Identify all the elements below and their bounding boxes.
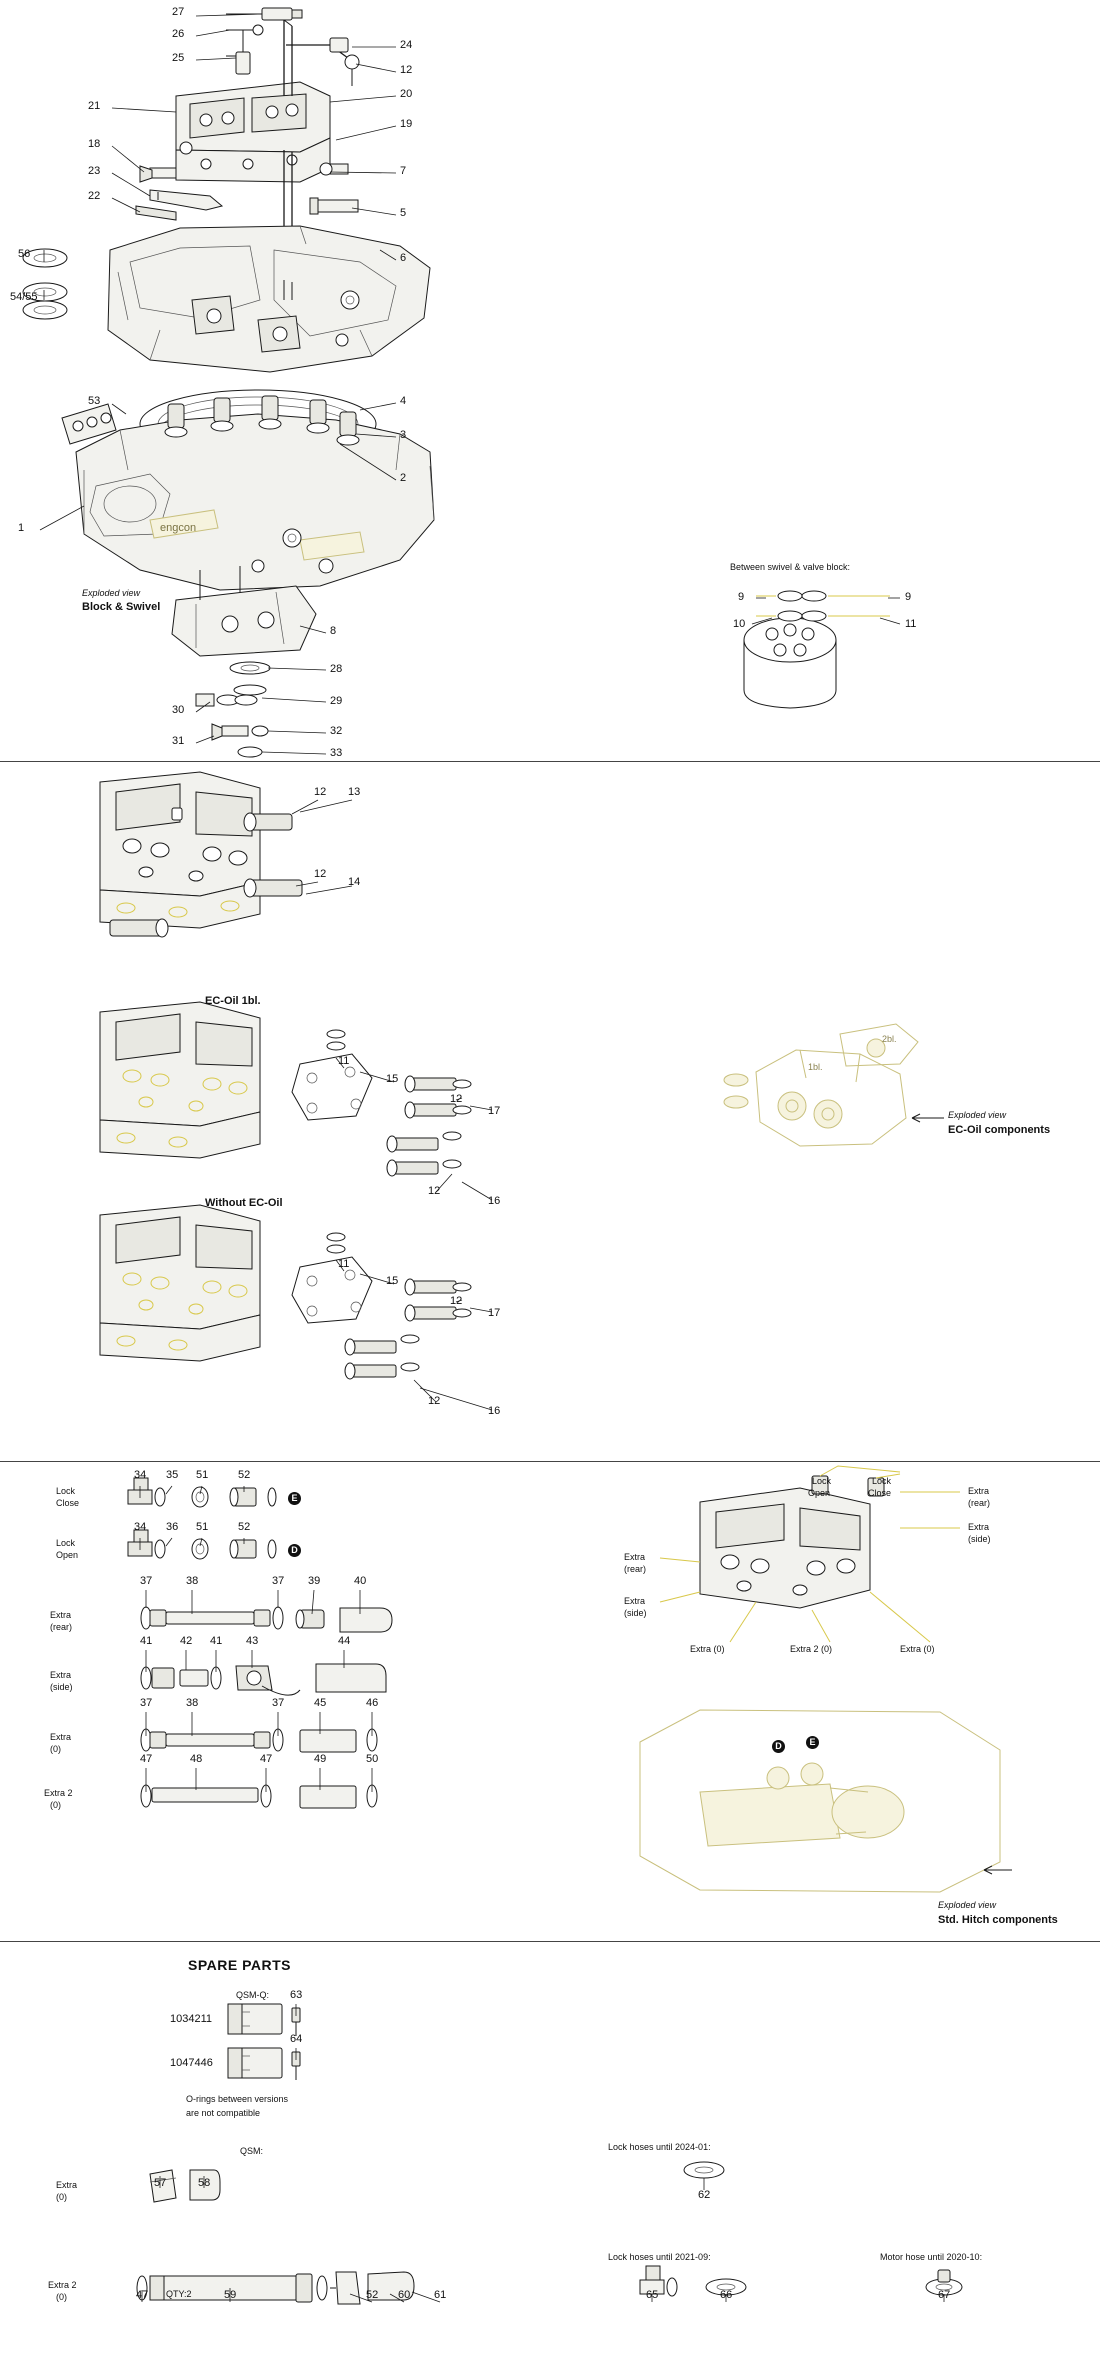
callout-8: 8	[330, 625, 337, 637]
extra-rear-label-1: Extra	[50, 1610, 72, 1620]
ec-oil-exploded-view-label: Exploded view	[948, 1110, 1007, 1120]
marker-e-left: E	[288, 1492, 301, 1505]
callout-28: 28	[330, 663, 343, 675]
callout-31: 31	[172, 735, 185, 747]
callout-40: 40	[354, 1575, 367, 1587]
callout-24: 24	[400, 39, 413, 51]
extra-0-right-label-2: Extra (0)	[900, 1644, 935, 1654]
section2-drawing	[0, 762, 1100, 1462]
swivel-callout-11: 11	[905, 618, 917, 630]
callout-2: 2	[400, 472, 407, 484]
callout-41a: 41	[140, 1635, 153, 1647]
callout-36: 36	[166, 1521, 179, 1533]
oring-note-line2: are not compatible	[186, 2108, 261, 2118]
callout-12b: 12	[314, 786, 327, 798]
callout-12d: 12	[450, 1093, 463, 1105]
lock-close-label-2: Close	[56, 1498, 80, 1508]
callout-7: 7	[400, 165, 407, 177]
callout-49: 49	[314, 1753, 327, 1765]
callout-59: 59	[224, 2289, 237, 2301]
callout-60: 60	[398, 2289, 411, 2301]
lock-close-label-1: Lock	[56, 1486, 76, 1496]
section-spare-parts	[0, 1942, 1100, 2380]
callout-51b: 51	[196, 1521, 209, 1533]
note-lock-hoses-2021: Lock hoses until 2021-09:	[608, 2252, 711, 2262]
callout-45: 45	[314, 1697, 327, 1709]
callout-17b: 17	[488, 1307, 501, 1319]
extra-0-right-label: Extra (0)	[690, 1644, 725, 1654]
exploded-view-label: Exploded view	[82, 588, 141, 598]
label-1bl: 1bl.	[808, 1062, 823, 1072]
callout-15a: 15	[386, 1073, 399, 1085]
callout-15b: 15	[386, 1275, 399, 1287]
spare-extra2-label-2: (0)	[56, 2292, 67, 2302]
svg-text:engcon: engcon	[160, 522, 197, 534]
marker-d-left: D	[288, 1544, 301, 1557]
callout-30: 30	[172, 704, 185, 716]
callout-34b: 34	[134, 1521, 147, 1533]
callout-51a: 51	[196, 1469, 209, 1481]
callout-4: 4	[400, 395, 407, 407]
callout-43: 43	[246, 1635, 259, 1647]
section4-drawing	[0, 1942, 1100, 2380]
qsm-label: QSM:	[240, 2146, 264, 2156]
callout-19: 19	[400, 118, 413, 130]
section-valve-blocks	[0, 762, 1100, 1462]
callout-50: 50	[366, 1753, 379, 1765]
callout-33: 33	[330, 747, 343, 759]
callout-29: 29	[330, 695, 343, 707]
section1-drawing	[0, 0, 1100, 762]
callout-27: 27	[172, 6, 185, 18]
note-lock-hoses-2024: Lock hoses until 2024-01:	[608, 2142, 711, 2152]
callout-61: 61	[434, 2289, 447, 2301]
callout-18: 18	[88, 138, 101, 150]
callout-47c: 47	[136, 2289, 149, 2301]
section3-drawing	[0, 1462, 1100, 1942]
callout-37b: 37	[272, 1575, 285, 1587]
swivel-note: Between swivel & valve block:	[730, 562, 851, 572]
callout-5: 5	[400, 207, 407, 219]
extra-rear-label-2: (rear)	[50, 1622, 72, 1632]
callout-54-55: 54/55	[10, 291, 38, 303]
callout-11b: 11	[338, 1258, 350, 1270]
spare-code-1034211-pos: 1034211	[170, 2013, 213, 2025]
callout-34a: 34	[134, 1469, 147, 1481]
callout-52c: 52	[366, 2289, 379, 2301]
label-ec-oil-1bl: EC-Oil 1bl.	[205, 995, 261, 1007]
callout-11a: 11	[338, 1055, 350, 1067]
label-without-ec-oil: Without EC-Oil	[205, 1197, 283, 1209]
spare-extra-label-2: (0)	[56, 2192, 67, 2202]
callout-32: 32	[330, 725, 343, 737]
callout-56: 56	[18, 248, 31, 260]
callout-16a: 16	[488, 1195, 501, 1207]
callout-48: 48	[190, 1753, 203, 1765]
callout-52a: 52	[238, 1469, 251, 1481]
ec-oil-components-label: EC-Oil components	[948, 1124, 1051, 1136]
spare-extra-label-1: Extra	[56, 2180, 78, 2190]
marker-d-hitch: D	[772, 1740, 785, 1753]
qsm-q-label: QSM-Q:	[236, 1990, 269, 2000]
right-extra-rear-2: (rear)	[968, 1498, 990, 1508]
spare-code-1047446-pos: 1047446	[170, 2057, 213, 2069]
right-extra-side-2: (side)	[968, 1534, 991, 1544]
callout-12e: 12	[428, 1185, 441, 1197]
extra-0-label-2: (0)	[50, 1744, 61, 1754]
callout-16b: 16	[488, 1405, 501, 1417]
extra-2-0-label-2: (0)	[50, 1800, 61, 1810]
callout-12f: 12	[450, 1295, 463, 1307]
extra-2-0-label-1: Extra 2	[44, 1788, 73, 1798]
callout-46: 46	[366, 1697, 379, 1709]
left-extra-rear-2: (rear)	[624, 1564, 646, 1574]
swivel-callout-10: 10	[733, 618, 746, 630]
callout-13: 13	[348, 786, 361, 798]
callout-38a: 38	[186, 1575, 199, 1587]
hitch-components-label: Std. Hitch components	[938, 1914, 1058, 1926]
callout-21: 21	[88, 100, 101, 112]
extra-2-0-right-label: Extra 2 (0)	[790, 1644, 833, 1654]
lock-open-label-1: Lock	[56, 1538, 76, 1548]
callout-37d: 37	[272, 1697, 285, 1709]
section-block-swivel	[0, 0, 1100, 762]
lock-open-label-2: Open	[56, 1550, 79, 1560]
block-swivel-label: Block & Swivel	[82, 601, 161, 613]
callout-35: 35	[166, 1469, 179, 1481]
marker-e-hitch: E	[806, 1736, 819, 1749]
callout-26: 26	[172, 28, 185, 40]
callout-20: 20	[400, 88, 413, 100]
callout-57: 57	[154, 2177, 167, 2189]
right-extra-rear-1: Extra	[968, 1486, 990, 1496]
right-lock-close-1: Lock	[872, 1476, 892, 1486]
swivel-callout-9a: 9	[738, 591, 745, 603]
callout-42: 42	[180, 1635, 193, 1647]
note-motor-hose-2020: Motor hose until 2020-10:	[880, 2252, 983, 2262]
callout-64: 64	[290, 2033, 303, 2045]
oring-note-line1: O-rings between versions	[186, 2094, 289, 2104]
callout-58: 58	[198, 2177, 211, 2189]
left-extra-side-2: (side)	[624, 1608, 647, 1618]
callout-22: 22	[88, 190, 101, 202]
callout-23: 23	[88, 165, 101, 177]
callout-17a: 17	[488, 1105, 501, 1117]
callout-62: 62	[698, 2189, 711, 2201]
callout-67: 67	[938, 2289, 951, 2301]
callout-25: 25	[172, 52, 185, 64]
callout-3: 3	[400, 429, 407, 441]
left-extra-rear-1: Extra	[624, 1552, 646, 1562]
callout-12a: 12	[400, 64, 413, 76]
hitch-exploded-view-label: Exploded view	[938, 1900, 997, 1910]
extra-0-label-1: Extra	[50, 1732, 72, 1742]
label-2bl: 2bl.	[882, 1034, 897, 1044]
callout-1: 1	[18, 522, 25, 534]
callout-63: 63	[290, 1989, 303, 2001]
right-lock-open-2: Open	[808, 1488, 831, 1498]
qty-label: QTY:2	[166, 2289, 192, 2299]
callout-12c: 12	[314, 868, 327, 880]
callout-38b: 38	[186, 1697, 199, 1709]
swivel-callout-9b: 9	[905, 591, 912, 603]
callout-41b: 41	[210, 1635, 223, 1647]
left-extra-side-1: Extra	[624, 1596, 646, 1606]
spare-parts-title: SPARE PARTS	[188, 1957, 291, 1973]
callout-47a: 47	[140, 1753, 153, 1765]
callout-66: 66	[720, 2289, 733, 2301]
right-lock-open-1: Lock	[812, 1476, 832, 1486]
callout-53: 53	[88, 395, 101, 407]
callout-47b: 47	[260, 1753, 273, 1765]
callout-39: 39	[308, 1575, 321, 1587]
callout-37c: 37	[140, 1697, 153, 1709]
callout-12g: 12	[428, 1395, 441, 1407]
callout-14: 14	[348, 876, 361, 888]
extra-side-label-2: (side)	[50, 1682, 73, 1692]
section-lock-extra	[0, 1462, 1100, 1942]
callout-65: 65	[646, 2289, 659, 2301]
callout-37a: 37	[140, 1575, 153, 1587]
spare-extra2-label-1: Extra 2	[48, 2280, 77, 2290]
extra-side-label-1: Extra	[50, 1670, 72, 1680]
callout-6: 6	[400, 252, 407, 264]
right-extra-side-1: Extra	[968, 1522, 990, 1532]
callout-52b: 52	[238, 1521, 251, 1533]
callout-44: 44	[338, 1635, 351, 1647]
right-lock-close-2: Close	[868, 1488, 892, 1498]
